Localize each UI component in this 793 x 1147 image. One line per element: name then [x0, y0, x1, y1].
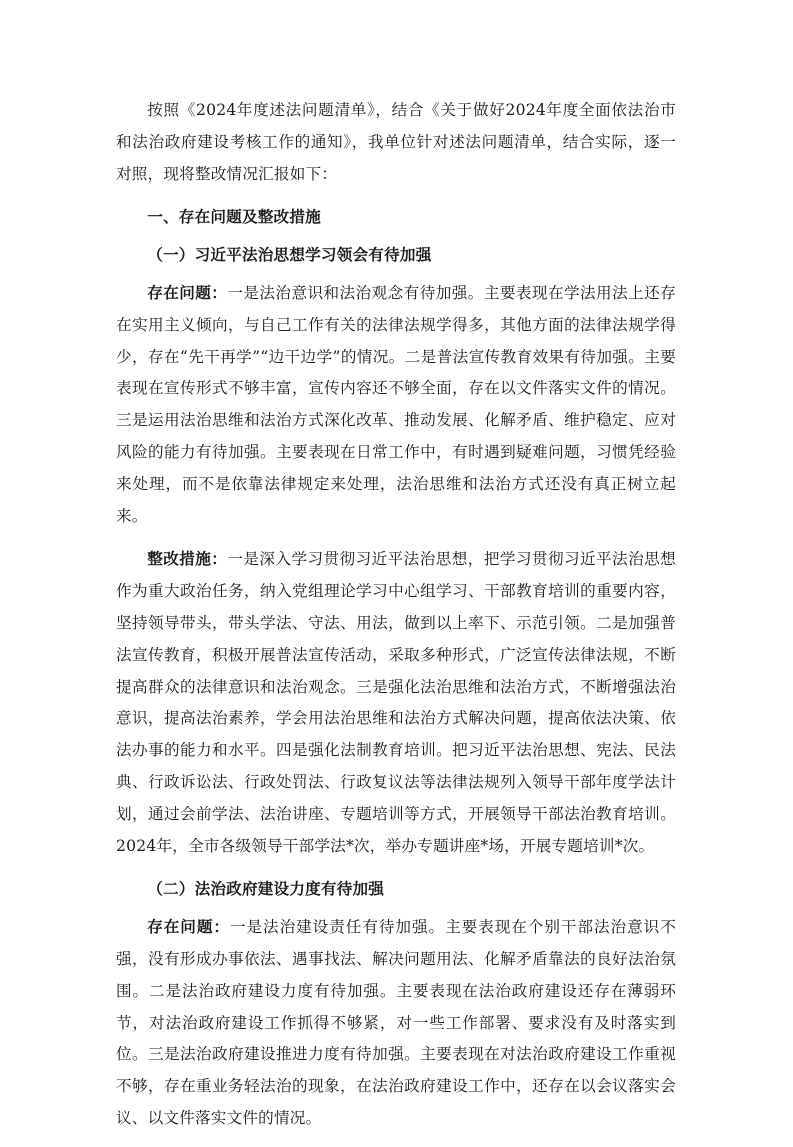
problem-label: 存在问题：	[147, 918, 230, 937]
section-heading: 一、存在问题及整改措施	[147, 208, 321, 227]
measure-text: 一是深入学习贯彻习近平法治思想，把学习贯彻习近平法治思想作为重大政治任务，纳入党组理论学习中心组学习、干部教育培训的重要内容，坚持领导带头，带头学法、守法、用法，做到以上率下、示范引领。二是加强普法宣传教育，积极开展普法宣传活动，采取多种形式，广泛宣传法律法规，不断提高群众的法律意识和法治观念。三是强化法治思维和法治方式，不断增强法治意识，提高法治素养，学会用法治思维和法治方式解决问题，提高依法决策、依法办事的能力和水平。四是强化法制教育培训。把习近平法治思想、宪法、民法典、行政诉讼法、行政处罚法、行政复议法等法律法规列入领导干部年度学法计划，通过会前学法、法治讲座、专题培训等方式，开展领导干部法治教育培训。2024年，全市各级领导干部学法*次，举办专题讲座*场，开展专题培训*次。	[116, 550, 676, 855]
measure-label: 整改措施：	[147, 550, 228, 569]
problem-text: 一是法治建设责任有待加强。主要表现在个别干部法治意识不强，没有形成办事依法、遇事找法、解决问题用法、化解矛盾靠法的良好法治氛围。二是法治政府建设力度有待加强。主要表现在法治政府建设还存在薄弱环节，对法治政府建设工作抓得不够紧，对一些工作部署、要求没有及时落实到位。三是法治政府建设推进力度有待加强。主要表现在对法治政府建设工作重视不够，存在重业务轻法治的现象，在法治政府建设工作中，还存在以会议落实会议、以文件落实文件的情况。	[116, 918, 676, 1127]
intro-paragraph: 按照《2024年度述法问题清单》，结合《关于做好2024年度全面依法治市和法治政府建设考核工作的通知》，我单位针对述法问题清单，结合实际，逐一对照，现将整改情况汇报如下：	[116, 101, 676, 183]
problem-paragraph-2	[116, 912, 676, 1135]
problem-label: 存在问题：	[147, 283, 228, 302]
subsection-heading-2: （二）法治政府建设力度有待加强	[147, 880, 385, 899]
problem-paragraph-1	[116, 278, 676, 532]
document-body	[116, 95, 676, 1147]
problem-text: 一是法治意识和法治观念有待加强。主要表现在学法用法上还存在实用主义倾向，与自己工作有关的法律法规学得多，其他方面的法律法规学得少，存在“先干再学”“边干边学”的情况。二是普法宣传教育效果有待加强。主要表现在宣传形式不够丰富，宣传内容还不够全面，存在以文件落实文件的情况。三是运用法治思维和法治方式深化改革、推动发展、化解矛盾、维护稳定、应对风险的能力有待加强。主要表现在日常工作中，有时遇到疑难问题，习惯凭经验来处理，而不是依靠法律规定来处理，法治思维和法治方式还没有真正树立起来。	[116, 283, 676, 525]
subsection-heading-1: （一）习近平法治思想学习领会有待加强	[147, 246, 432, 265]
measure-paragraph-1	[116, 544, 676, 862]
